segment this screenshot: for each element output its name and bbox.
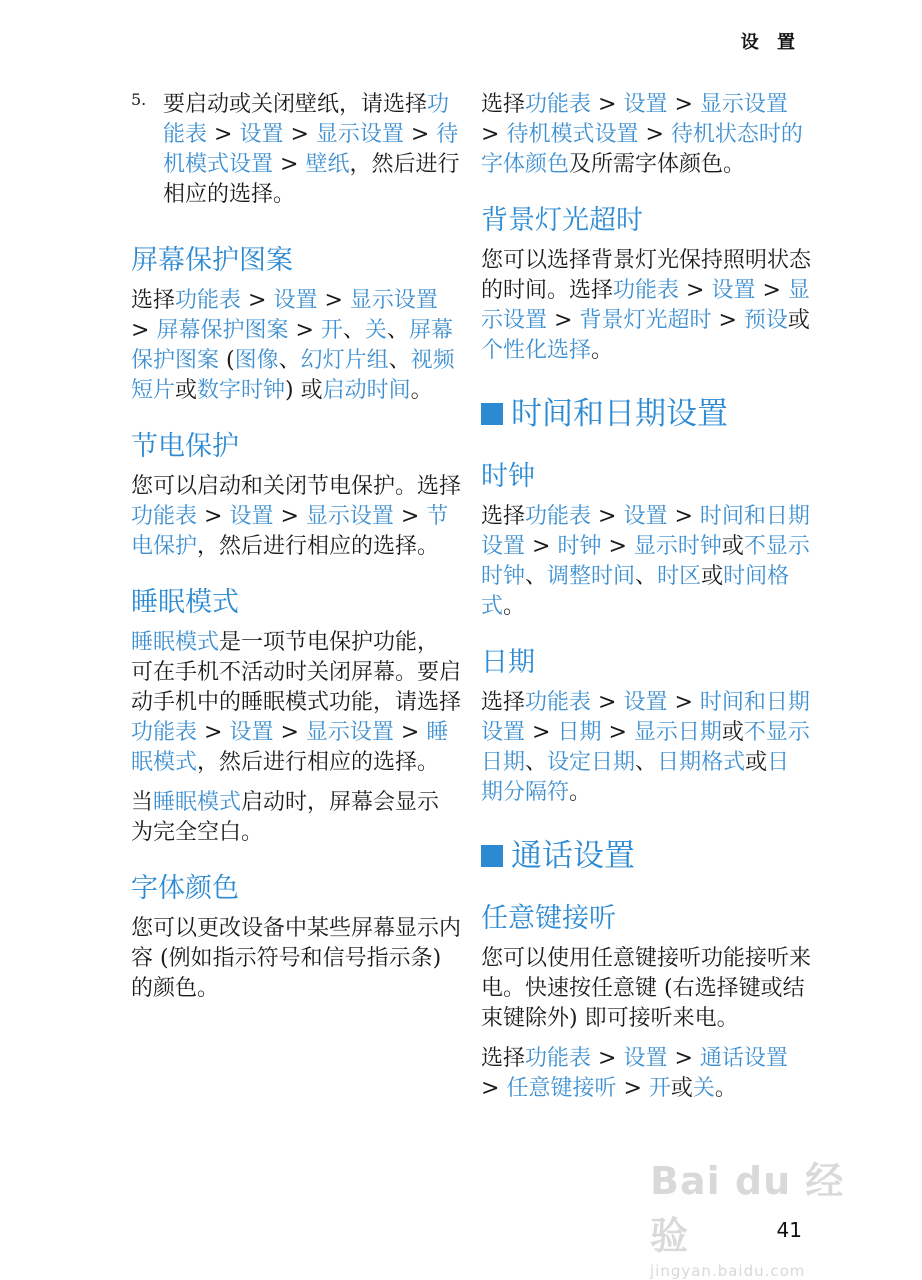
left-column [131, 90, 461, 1014]
date-paragraph: 选择功能表 > 设置 > 时间和日期设置 > 日期 > 显示日期或不显示日期、设定日期、日期格式或日期分隔符。 [481, 690, 810, 805]
backlight-paragraph: 您可以选择背景灯光保持照明状态的时间。选择功能表 > 设置 > 显示设置 > 背景灯光超时 > 预设或个性化选择。 [481, 248, 812, 363]
font-color-paragraph: 您可以更改设备中某些屏幕显示内容 (例如指示符号和信号指示条) 的颜色。 [131, 916, 462, 1001]
heading-clock: 时钟 [481, 461, 535, 492]
menu-path-link: 功能表 [163, 92, 450, 147]
page-number: 41 [776, 1218, 802, 1242]
sleep-note-paragraph: 当睡眠模式启动时，屏幕会显示为完全空白。 [131, 790, 440, 845]
watermark-logo: Bai du 经验 [650, 1159, 845, 1258]
heading-datetime-settings: 时间和日期设置 [481, 392, 811, 436]
any-key-paragraph: 您可以使用任意键接听功能接听来电。快速按任意键 (右选择键或结束键除外) 即可接听来电。 [481, 946, 812, 1031]
clock-paragraph: 选择功能表 > 设置 > 时间和日期设置 > 时钟 > 显示时钟或不显示时钟、调整时间、时区或时间格式。 [481, 504, 810, 619]
menu-path-link: 显示设置 [315, 122, 404, 147]
list-item-5 [131, 90, 461, 220]
heading-any-key-answer: 任意键接听 [481, 903, 616, 934]
menu-path-link: 壁纸 [305, 152, 350, 177]
any-key-path-paragraph: 选择功能表 > 设置 > 通话设置 > 任意键接听 > 开或关。 [481, 1046, 788, 1101]
baidu-watermark [650, 1150, 850, 1280]
square-bullet-icon [481, 403, 503, 425]
item-number: 5. [131, 90, 147, 109]
heading-sleep-mode: 睡眠模式 [131, 587, 239, 618]
heading-call-settings: 通话设置 [481, 834, 811, 878]
sleep-paragraph: 睡眠模式是一项节电保护功能，可在手机不活动时关闭屏幕。要启动手机中的睡眠模式功能，请选择功能表 > 设置 > 显示设置 > 睡眠模式，然后进行相应的选择。 [131, 630, 462, 775]
screensaver-paragraph: 选择功能表 > 设置 > 显示设置 > 屏幕保护图案 > 开、关、屏幕保护图案 (图像、幻灯片组、视频短片或数字时钟) 或启动时间。 [131, 288, 455, 403]
heading-powersave: 节电保护 [131, 431, 239, 462]
heading-date: 日期 [481, 647, 535, 678]
font-color-continued-paragraph: 选择功能表 > 设置 > 显示设置 > 待机模式设置 > 待机状态时的字体颜色及所需字体颜色。 [481, 92, 803, 177]
powersave-paragraph: 您可以启动和关闭节电保护。选择功能表 > 设置 > 显示设置 > 节电保护，然后进行相应的选择。 [131, 474, 462, 559]
menu-path-link: 待机模式设置 [163, 122, 459, 177]
square-bullet-icon [481, 845, 503, 867]
running-header: 设 置 [740, 32, 801, 53]
heading-screensaver: 屏幕保护图案 [131, 245, 293, 276]
menu-path-link: 设置 [239, 122, 284, 147]
heading-font-color: 字体颜色 [131, 873, 239, 904]
heading-backlight: 背景灯光超时 [481, 205, 643, 236]
right-column [481, 90, 811, 1114]
watermark-url: jingyan.baidu.com [650, 1262, 806, 1280]
wallpaper-paragraph: 要启动或关闭壁纸，请选择功能表 > 设置 > 显示设置 > 待机模式设置 > 壁纸，然后进行相应的选择。 [163, 92, 460, 207]
